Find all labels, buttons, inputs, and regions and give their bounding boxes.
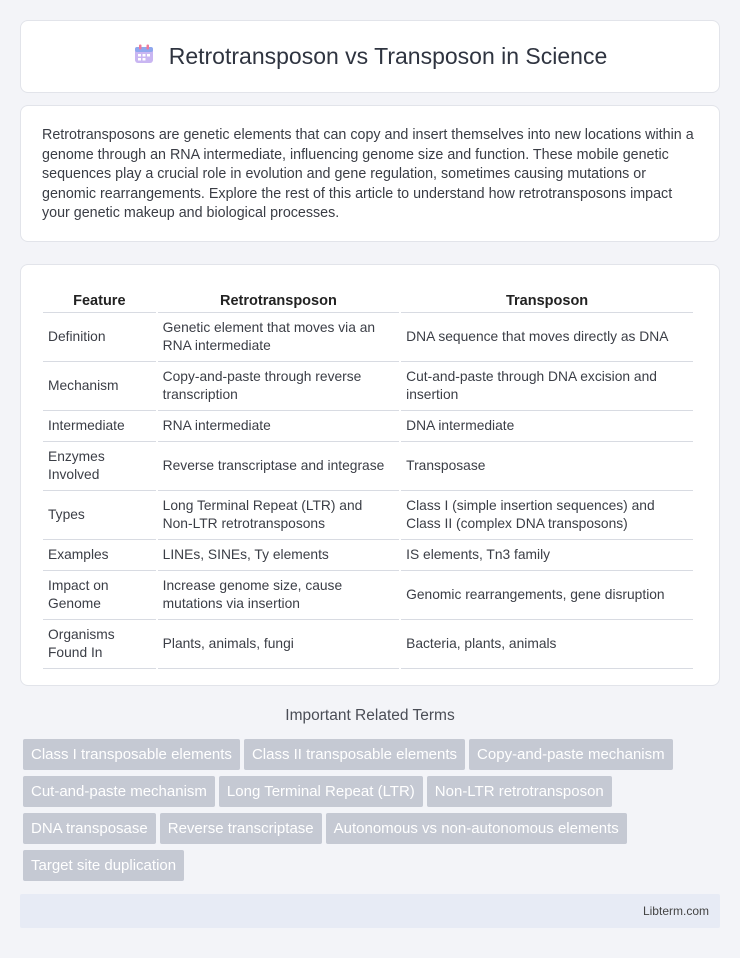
term-tag[interactable]: Class I transposable elements <box>23 739 240 770</box>
term-tag[interactable]: Reverse transcriptase <box>160 813 322 844</box>
table-row <box>43 442 693 491</box>
header-feature: Feature <box>43 285 156 313</box>
cell-transposon: Transposase <box>401 442 693 491</box>
table-row <box>43 491 693 540</box>
table-row <box>43 540 693 571</box>
cell-retrotransposon: LINEs, SINEs, Ty elements <box>158 540 399 571</box>
page-title: Retrotransposon vs Transposon in Science <box>168 43 608 69</box>
cell-retrotransposon: Increase genome size, cause mutations via insertion <box>158 571 399 620</box>
term-tag[interactable]: Target site duplication <box>23 850 184 881</box>
cell-feature: Organisms Found In <box>43 620 156 669</box>
term-tag[interactable]: Autonomous vs non-autonomous elements <box>326 813 627 844</box>
related-terms-list <box>23 739 723 887</box>
header-card <box>20 20 720 93</box>
cell-transposon: Class I (simple insertion sequences) and Class II (complex DNA transposons) <box>401 491 693 540</box>
table-row <box>43 571 693 620</box>
intro-card <box>20 105 720 242</box>
term-tag[interactable]: Cut-and-paste mechanism <box>23 776 215 807</box>
footer <box>20 894 720 928</box>
cell-transposon: Bacteria, plants, animals <box>401 620 693 669</box>
cell-feature: Definition <box>43 313 156 362</box>
cell-retrotransposon: RNA intermediate <box>158 411 399 442</box>
cell-retrotransposon: Long Terminal Repeat (LTR) and Non-LTR retrotransposons <box>158 491 399 540</box>
cell-feature: Enzymes Involved <box>43 442 156 491</box>
cell-feature: Impact on Genome <box>43 571 156 620</box>
cell-feature: Mechanism <box>43 362 156 411</box>
term-tag[interactable]: Long Terminal Repeat (LTR) <box>219 776 423 807</box>
term-tag[interactable]: Non-LTR retrotransposon <box>427 776 612 807</box>
cell-transposon: DNA intermediate <box>401 411 693 442</box>
cell-feature: Examples <box>43 540 156 571</box>
cell-transposon: Cut-and-paste through DNA excision and insertion <box>401 362 693 411</box>
related-terms-title: Important Related Terms <box>285 707 455 724</box>
cell-feature: Intermediate <box>43 411 156 442</box>
intro-paragraph: Retrotransposons are genetic elements that can copy and insert themselves into new locations within a genome through an RNA intermediate, influencing genome size and function. These mobile genetic sequences play a crucial role in evolution and gene regulation, sometimes causing mutations or genomic rearrangements. Explore the rest of this article to understand how retrotransposons impact your genetic makeup and biological processes. <box>42 127 694 222</box>
cell-transposon: IS elements, Tn3 family <box>401 540 693 571</box>
table-row <box>43 411 693 442</box>
table-row <box>43 362 693 411</box>
table-header-row <box>43 285 693 313</box>
term-tag[interactable]: Copy-and-paste mechanism <box>469 739 673 770</box>
header-retrotransposon: Retrotransposon <box>158 285 399 313</box>
cell-transposon: Genomic rearrangements, gene disruption <box>401 571 693 620</box>
footer-site-link[interactable]: Libterm.com <box>642 904 709 918</box>
comparison-table <box>41 285 695 669</box>
comparison-card <box>20 264 720 686</box>
header-transposon: Transposon <box>401 285 693 313</box>
cell-feature: Types <box>43 491 156 540</box>
cell-retrotransposon: Genetic element that moves via an RNA intermediate <box>158 313 399 362</box>
cell-retrotransposon: Copy-and-paste through reverse transcription <box>158 362 399 411</box>
cell-transposon: DNA sequence that moves directly as DNA <box>401 313 693 362</box>
term-tag[interactable]: DNA transposase <box>23 813 156 844</box>
table-row <box>43 313 693 362</box>
term-tag[interactable]: Class II transposable elements <box>244 739 465 770</box>
cell-retrotransposon: Plants, animals, fungi <box>158 620 399 669</box>
cell-retrotransposon: Reverse transcriptase and integrase <box>158 442 399 491</box>
table-row <box>43 620 693 669</box>
calendar-icon <box>133 43 155 70</box>
